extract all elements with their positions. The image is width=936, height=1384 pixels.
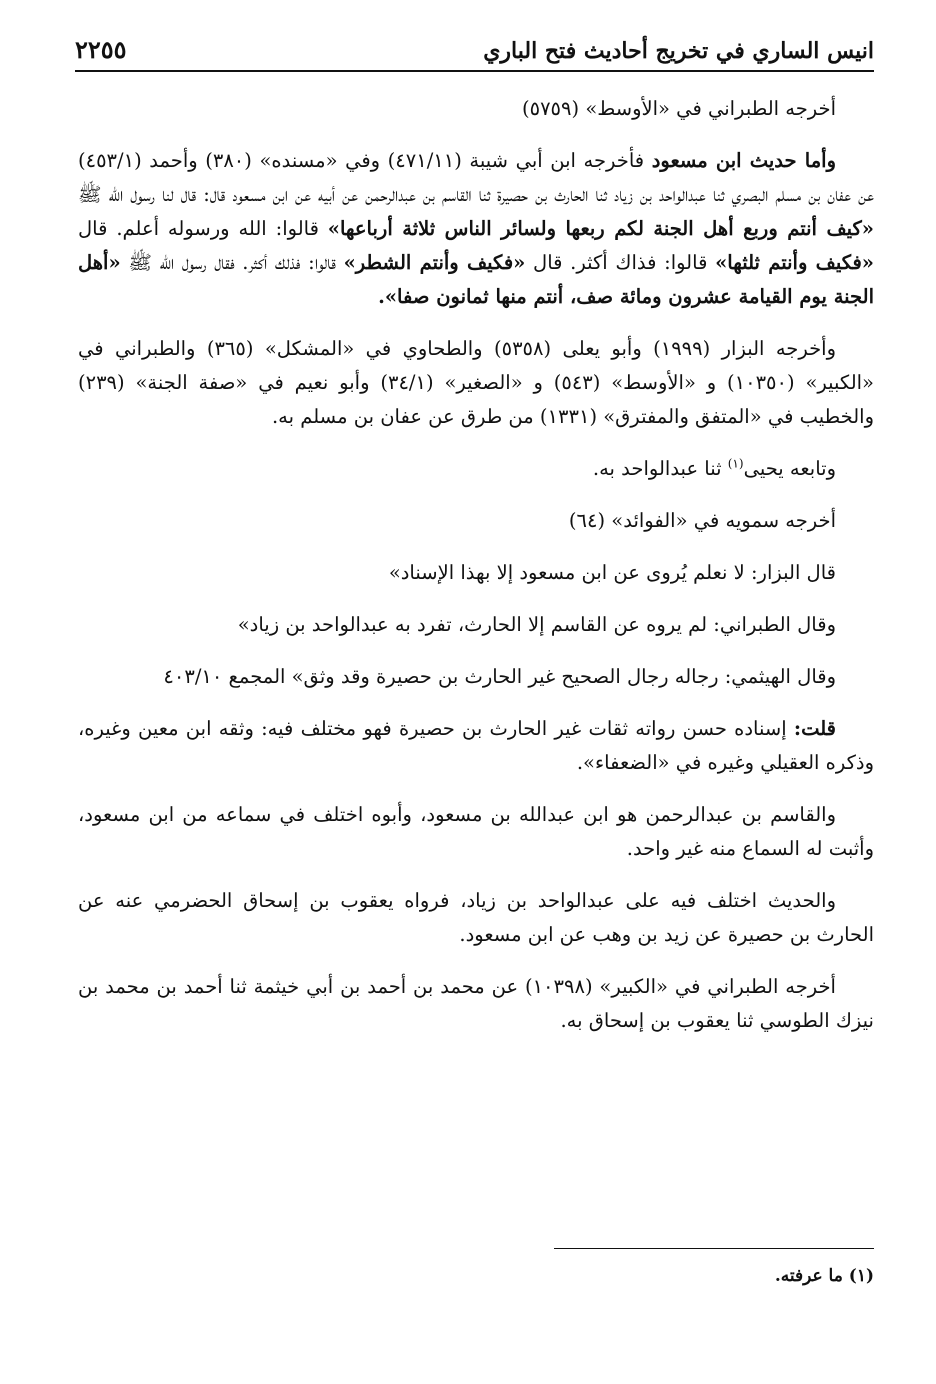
running-header [75, 30, 874, 72]
paragraph-12-text: أخرجه الطبراني في «الكبير» (١٠٣٩٨) عن محمد بن أحمد بن أبي خيثمة ثنا أحمد بن محمد بن نيزك الطوسي ثنا يعقوب بن إسحاق به. [78, 975, 874, 1032]
footnote-separator [554, 1248, 874, 1249]
paragraph-8 [78, 660, 874, 694]
footnote [78, 1262, 874, 1290]
paragraph-7 [78, 608, 874, 642]
paragraph-9-text: إسناده حسن رواته ثقات غير الحارث بن حصيرة فهو مختلف فيه: وثقه ابن معين وغيره، وذكره العقيلي وغيره في «الضعفاء». [78, 717, 874, 774]
hadith-quote-4: «أهل الجنة يوم القيامة عشرون ومائة صف، أنتم منها ثمانون صفا». [78, 251, 874, 308]
paragraph-1 [78, 92, 874, 126]
paragraph-9-lead: قلت: [793, 717, 836, 740]
paragraph-5-text: أخرجه سمويه في «الفوائد» (٦٤) [568, 509, 836, 532]
paragraph-6 [78, 556, 874, 590]
paragraph-6-text: قال البزار: لا نعلم يُروى عن ابن مسعود إلا بهذا الإسناد» [388, 561, 836, 584]
paragraph-2-text-a: فأخرجه ابن أبي شيبة (٤٧١/١١) وفي «مسنده» (٣٨٠) وأحمد (٤٥٣/١) عن عفان بن مسلم البصري ثنا عبدالواحد بن زياد ثنا الحارث بن حصيرة ثنا القاسم بن عبدالرحمن عن أبيه عن ابن مسعود قال: قال لنا رسول الله ﷺ [78, 149, 874, 206]
paragraph-7-text: وقال الطبراني: لم يروه عن القاسم إلا الحارث، تفرد به عبدالواحد بن زياد» [237, 613, 836, 636]
paragraph-3-text: وأخرجه البزار (١٩٩٩) وأبو يعلى (٥٣٥٨) والطحاوي في «المشكل» (٣٦٥) والطبراني في «الكبير» (١٠٣٥٠) و «الأوسط» (٥٤٣) و «الصغير» (٣٤/١) وأبو نعيم في «صفة الجنة» (٢٣٩) والخطيب في «المتفق والمفترق» (١٣٣١) من طرق عن عفان بن مسلم به. [78, 337, 874, 428]
paragraph-12 [78, 970, 874, 1038]
paragraph-2-text-g: قالوا: فذلك أكثر. فقال رسول الله ﷺ [120, 251, 344, 274]
paragraph-1-text: أخرجه الطبراني في «الأوسط» (٥٧٥٩) [522, 97, 836, 120]
paragraph-2-lead: وأما حديث ابن مسعود [651, 149, 836, 172]
paragraph-2-text-c: قالوا: الله ورسوله أعلم. قال [78, 217, 328, 240]
paragraph-10-text: والقاسم بن عبدالرحمن هو ابن عبدالله بن مسعود، وأبوه اختلف في سماعه من ابن مسعود، وأثبت له السماع منه غير واحد. [78, 803, 874, 860]
paragraph-10 [78, 798, 874, 866]
footnote-text: (١) ما عرفته. [774, 1266, 874, 1286]
paragraph-3 [78, 332, 874, 434]
paragraph-11-text: والحديث اختلف فيه على عبدالواحد بن زياد، فرواه يعقوب بن إسحاق الحضرمي عنه عن الحارث بن حصيرة عن زيد بن وهب عن ابن مسعود. [78, 889, 874, 946]
paragraph-5 [78, 504, 874, 538]
paragraph-4 [78, 452, 874, 486]
main-text [78, 92, 874, 1056]
header-title: انيس الساري في تخريج أحاديث فتح الباري [483, 38, 874, 64]
paragraph-2-text-e: قالوا: فذاك أكثر. قال [525, 251, 716, 274]
hadith-quote-3: «فكيف وأنتم الشطر» [343, 251, 526, 274]
paragraph-9 [78, 712, 874, 780]
paragraph-4-text-a: وتابعه يحيى [743, 457, 836, 480]
hadith-quote-2: «فكيف وأنتم ثلثها» [715, 251, 874, 274]
paragraph-4-text-b: ثنا عبدالواحد به. [592, 457, 728, 480]
footnote-marker: (١) [727, 456, 744, 471]
paragraph-2 [78, 144, 874, 314]
paragraph-11 [78, 884, 874, 952]
paragraph-8-text: وقال الهيثمي: رجاله رجال الصحيح غير الحارث بن حصيرة وقد وثق» المجمع ٤٠٣/١٠ [163, 665, 836, 688]
page-number: ٢٢٥٥ [75, 35, 127, 64]
hadith-quote-1: «كيف أنتم وربع أهل الجنة لكم ربعها ولسائر الناس ثلاثة أرباعها» [327, 217, 874, 240]
